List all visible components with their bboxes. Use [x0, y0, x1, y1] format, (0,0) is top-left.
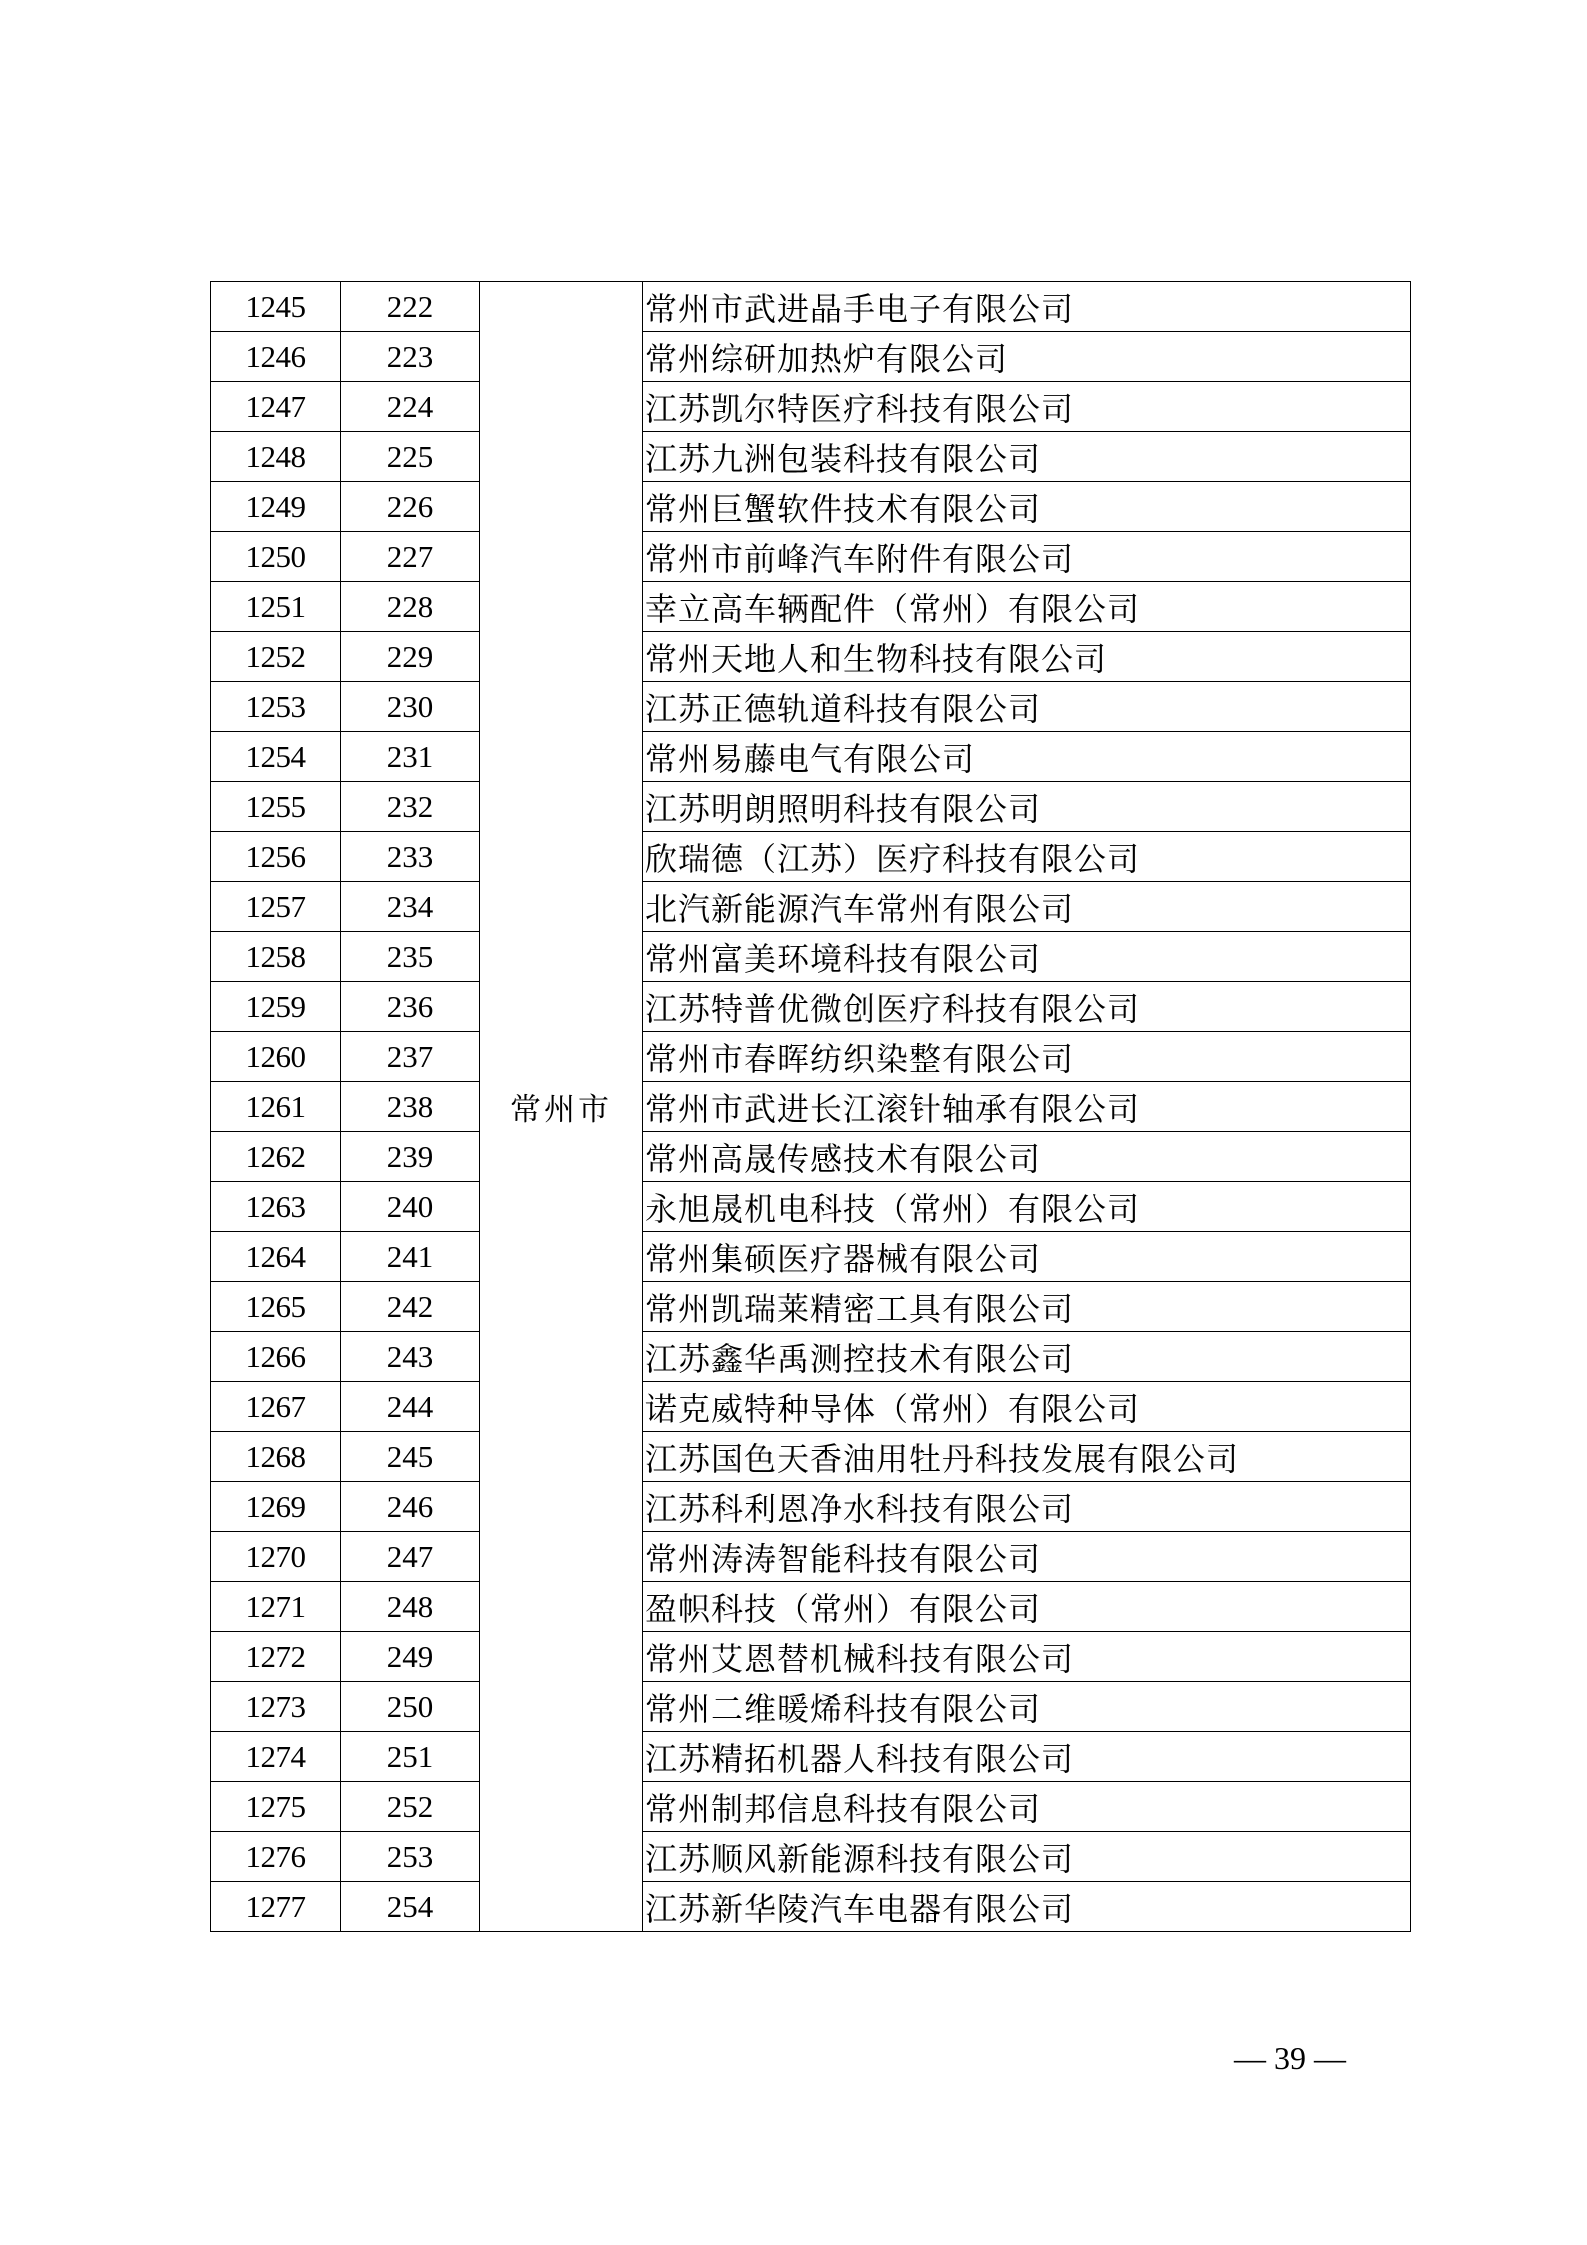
total-serial-cell: 1249	[211, 482, 341, 532]
table-row	[211, 782, 1411, 832]
table-row	[211, 982, 1411, 1032]
total-serial-cell: 1253	[211, 682, 341, 732]
table-body	[211, 282, 1411, 1932]
city-serial-cell: 237	[341, 1032, 480, 1082]
total-serial-cell: 1275	[211, 1782, 341, 1832]
company-name-cell: 欣瑞德（江苏）医疗科技有限公司	[643, 832, 1411, 882]
city-serial-cell: 250	[341, 1682, 480, 1732]
total-serial-cell: 1271	[211, 1582, 341, 1632]
company-name-cell: 常州制邦信息科技有限公司	[643, 1782, 1411, 1832]
company-name-cell: 常州易藤电气有限公司	[643, 732, 1411, 782]
table-row	[211, 732, 1411, 782]
company-name-cell: 幸立高车辆配件（常州）有限公司	[643, 582, 1411, 632]
company-name-cell: 常州凯瑞莱精密工具有限公司	[643, 1282, 1411, 1332]
city-serial-cell: 234	[341, 882, 480, 932]
table-row	[211, 1182, 1411, 1232]
total-serial-cell: 1267	[211, 1382, 341, 1432]
total-serial-cell: 1263	[211, 1182, 341, 1232]
table-row	[211, 932, 1411, 982]
table-row	[211, 1482, 1411, 1532]
total-serial-cell: 1262	[211, 1132, 341, 1182]
city-serial-cell: 232	[341, 782, 480, 832]
table-row	[211, 1582, 1411, 1632]
city-serial-cell: 242	[341, 1282, 480, 1332]
company-name-cell: 江苏明朗照明科技有限公司	[643, 782, 1411, 832]
company-name-cell: 江苏新华陵汽车电器有限公司	[643, 1882, 1411, 1932]
company-name-cell: 江苏凯尔特医疗科技有限公司	[643, 382, 1411, 432]
table-row	[211, 682, 1411, 732]
total-serial-cell: 1247	[211, 382, 341, 432]
company-name-cell: 常州市武进晶手电子有限公司	[643, 282, 1411, 332]
company-name-cell: 常州集硕医疗器械有限公司	[643, 1232, 1411, 1282]
city-serial-cell: 240	[341, 1182, 480, 1232]
city-serial-cell: 224	[341, 382, 480, 432]
company-name-cell: 江苏精拓机器人科技有限公司	[643, 1732, 1411, 1782]
table-row	[211, 432, 1411, 482]
city-serial-cell: 236	[341, 982, 480, 1032]
company-name-cell: 常州综研加热炉有限公司	[643, 332, 1411, 382]
total-serial-cell: 1255	[211, 782, 341, 832]
city-serial-cell: 254	[341, 1882, 480, 1932]
company-name-cell: 常州巨蟹软件技术有限公司	[643, 482, 1411, 532]
company-name-cell: 诺克威特种导体（常州）有限公司	[643, 1382, 1411, 1432]
company-name-cell: 江苏国色天香油用牡丹科技发展有限公司	[643, 1432, 1411, 1482]
total-serial-cell: 1264	[211, 1232, 341, 1282]
company-name-cell: 江苏九洲包装科技有限公司	[643, 432, 1411, 482]
table-row	[211, 832, 1411, 882]
total-serial-cell: 1274	[211, 1732, 341, 1782]
table-row	[211, 1382, 1411, 1432]
company-name-cell: 常州市春晖纺织染整有限公司	[643, 1032, 1411, 1082]
total-serial-cell: 1251	[211, 582, 341, 632]
city-serial-cell: 246	[341, 1482, 480, 1532]
table-row	[211, 282, 1411, 332]
total-serial-cell: 1245	[211, 282, 341, 332]
company-name-cell: 常州艾恩替机械科技有限公司	[643, 1632, 1411, 1682]
total-serial-cell: 1270	[211, 1532, 341, 1582]
table-row	[211, 1032, 1411, 1082]
total-serial-cell: 1272	[211, 1632, 341, 1682]
company-name-cell: 江苏特普优微创医疗科技有限公司	[643, 982, 1411, 1032]
city-serial-cell: 249	[341, 1632, 480, 1682]
total-serial-cell: 1256	[211, 832, 341, 882]
city-serial-cell: 241	[341, 1232, 480, 1282]
company-name-cell: 江苏顺风新能源科技有限公司	[643, 1832, 1411, 1882]
table-row	[211, 1782, 1411, 1832]
table-row	[211, 532, 1411, 582]
city-serial-cell: 223	[341, 332, 480, 382]
table-row	[211, 1682, 1411, 1732]
total-serial-cell: 1254	[211, 732, 341, 782]
table-row	[211, 1882, 1411, 1932]
total-serial-cell: 1276	[211, 1832, 341, 1882]
city-serial-cell: 225	[341, 432, 480, 482]
company-name-cell: 盈帜科技（常州）有限公司	[643, 1582, 1411, 1632]
total-serial-cell: 1259	[211, 982, 341, 1032]
city-serial-cell: 239	[341, 1132, 480, 1182]
page-number: — 39 —	[1234, 2040, 1346, 2076]
table-row	[211, 382, 1411, 432]
total-serial-cell: 1269	[211, 1482, 341, 1532]
city-serial-cell: 244	[341, 1382, 480, 1432]
company-name-cell: 永旭晟机电科技（常州）有限公司	[643, 1182, 1411, 1232]
total-serial-cell: 1250	[211, 532, 341, 582]
company-name-cell: 常州高晟传感技术有限公司	[643, 1132, 1411, 1182]
company-name-cell: 常州涛涛智能科技有限公司	[643, 1532, 1411, 1582]
total-serial-cell: 1273	[211, 1682, 341, 1732]
total-serial-cell: 1265	[211, 1282, 341, 1332]
city-serial-cell: 251	[341, 1732, 480, 1782]
city-serial-cell: 231	[341, 732, 480, 782]
city-serial-cell: 227	[341, 532, 480, 582]
company-name-cell: 常州市前峰汽车附件有限公司	[643, 532, 1411, 582]
company-list-table	[210, 281, 1411, 1932]
city-serial-cell: 248	[341, 1582, 480, 1632]
company-name-cell: 江苏科利恩净水科技有限公司	[643, 1482, 1411, 1532]
total-serial-cell: 1258	[211, 932, 341, 982]
city-serial-cell: 252	[341, 1782, 480, 1832]
table-row	[211, 1532, 1411, 1582]
table-row	[211, 1282, 1411, 1332]
total-serial-cell: 1252	[211, 632, 341, 682]
city-serial-cell: 238	[341, 1082, 480, 1132]
city-serial-cell: 230	[341, 682, 480, 732]
total-serial-cell: 1260	[211, 1032, 341, 1082]
table-row	[211, 1432, 1411, 1482]
table-row	[211, 1232, 1411, 1282]
city-serial-cell: 253	[341, 1832, 480, 1882]
city-cell: 常州市	[480, 282, 643, 1932]
table-row	[211, 1732, 1411, 1782]
total-serial-cell: 1266	[211, 1332, 341, 1382]
table-row	[211, 332, 1411, 382]
city-serial-cell: 243	[341, 1332, 480, 1382]
city-serial-cell: 228	[341, 582, 480, 632]
company-name-cell: 北汽新能源汽车常州有限公司	[643, 882, 1411, 932]
city-serial-cell: 245	[341, 1432, 480, 1482]
table-row	[211, 632, 1411, 682]
city-serial-cell: 247	[341, 1532, 480, 1582]
city-serial-cell: 226	[341, 482, 480, 532]
total-serial-cell: 1248	[211, 432, 341, 482]
company-name-cell: 常州富美环境科技有限公司	[643, 932, 1411, 982]
total-serial-cell: 1277	[211, 1882, 341, 1932]
table-row	[211, 1832, 1411, 1882]
table-row	[211, 1132, 1411, 1182]
table-row	[211, 1332, 1411, 1382]
total-serial-cell: 1257	[211, 882, 341, 932]
table-row	[211, 1632, 1411, 1682]
table-row	[211, 482, 1411, 532]
company-name-cell: 常州天地人和生物科技有限公司	[643, 632, 1411, 682]
total-serial-cell: 1246	[211, 332, 341, 382]
city-serial-cell: 222	[341, 282, 480, 332]
company-name-cell: 江苏正德轨道科技有限公司	[643, 682, 1411, 732]
company-name-cell: 江苏鑫华禹测控技术有限公司	[643, 1332, 1411, 1382]
table-row	[211, 582, 1411, 632]
city-serial-cell: 235	[341, 932, 480, 982]
total-serial-cell: 1261	[211, 1082, 341, 1132]
city-serial-cell: 233	[341, 832, 480, 882]
table-row	[211, 1082, 1411, 1132]
city-serial-cell: 229	[341, 632, 480, 682]
company-name-cell: 常州市武进长江滚针轴承有限公司	[643, 1082, 1411, 1132]
table-row	[211, 882, 1411, 932]
total-serial-cell: 1268	[211, 1432, 341, 1482]
company-name-cell: 常州二维暖烯科技有限公司	[643, 1682, 1411, 1732]
